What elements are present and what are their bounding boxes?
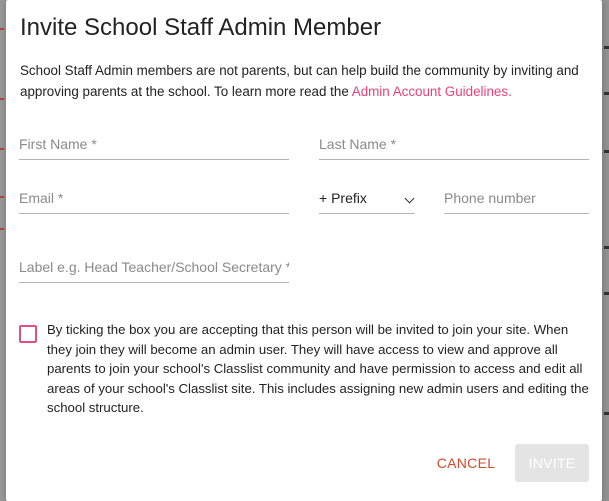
staff-label-input[interactable] — [19, 253, 289, 281]
phone-input[interactable] — [444, 184, 589, 212]
background-mark — [0, 98, 4, 100]
prefix-value: + Prefix — [319, 190, 367, 206]
background-mark — [0, 228, 4, 230]
phone-field — [444, 184, 589, 214]
background-mark — [604, 412, 609, 415]
background-mark — [0, 148, 4, 150]
guidelines-link[interactable]: Admin Account Guidelines. — [351, 84, 512, 99]
intro-text: School Staff Admin members are not parents, but can help build the community by inviting and approving parents at the school. To learn more read the — [20, 63, 579, 99]
background-mark — [604, 92, 609, 95]
email-field — [19, 184, 289, 214]
dialog-intro — [20, 60, 590, 102]
invite-admin-dialog — [6, 0, 602, 501]
background-mark — [604, 246, 609, 249]
background-mark — [0, 196, 4, 198]
dialog-title: Invite School Staff Admin Member — [20, 14, 382, 41]
last-name-input[interactable] — [319, 130, 589, 158]
background-mark — [604, 150, 609, 153]
first-name-field — [19, 130, 289, 160]
background-page-right — [602, 0, 609, 501]
cancel-button[interactable]: CANCEL — [426, 450, 506, 476]
last-name-field — [319, 130, 589, 160]
background-mark — [0, 28, 4, 30]
consent-checkbox[interactable] — [19, 325, 37, 343]
background-mark — [604, 46, 609, 49]
phone-prefix-select[interactable] — [319, 184, 415, 214]
staff-label-field — [19, 253, 289, 283]
background-mark — [604, 292, 609, 295]
consent-text: By ticking the box you are accepting that this person will be invited to join your site. When they join they will become an admin user. They will have access to view and approve all parents to join your school's Classlist community and have permission to access and edit all areas of your school's Classlist site. This includes assigning new admin users and editing the school structure. — [47, 322, 589, 415]
invite-button[interactable]: INVITE — [515, 444, 589, 482]
email-input[interactable] — [19, 184, 289, 212]
first-name-input[interactable] — [19, 130, 289, 158]
